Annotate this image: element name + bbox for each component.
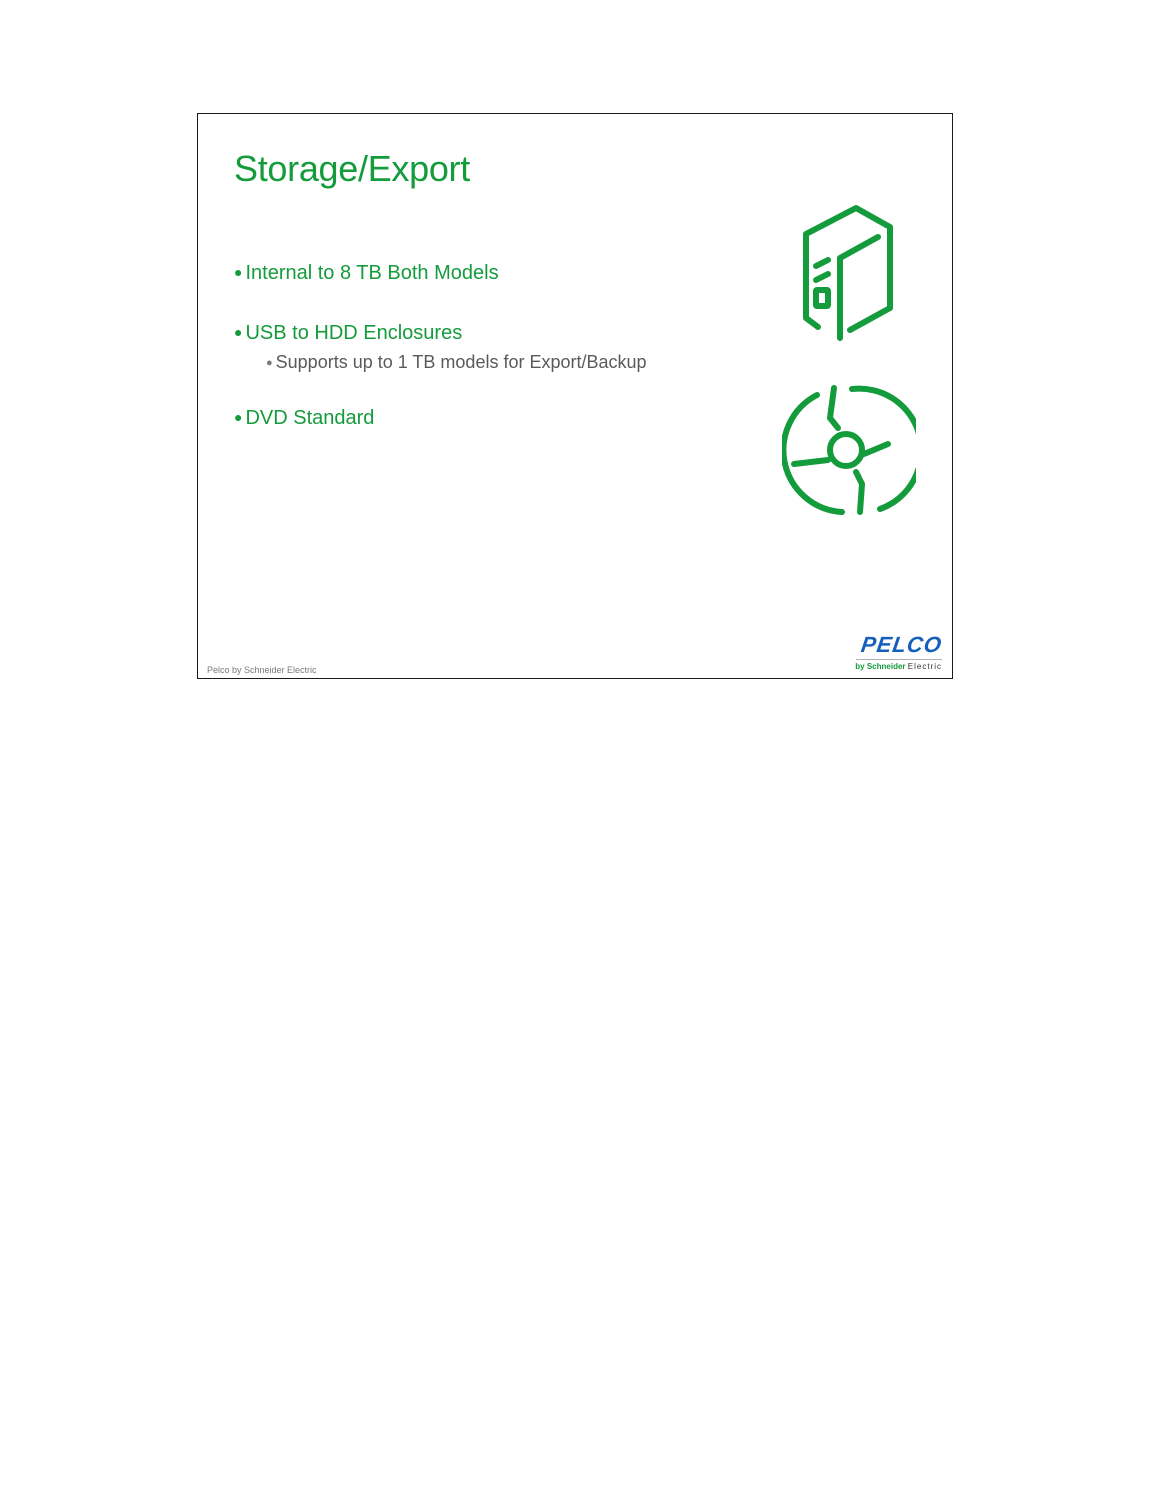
footer-text: Pelco by Schneider Electric — [207, 665, 317, 675]
logo-company-suffix: Electric — [907, 662, 942, 671]
bullet-internal-storage — [234, 262, 499, 285]
logo-brand: PELCO — [859, 632, 944, 657]
logo-company: Schneider — [866, 662, 906, 671]
logo-by: by — [855, 662, 865, 671]
sub-bullet-usb-support — [266, 352, 647, 373]
logo-tagline — [852, 662, 942, 671]
sub-bullet-text: Supports up to 1 TB models for Export/Backup — [275, 352, 647, 372]
server-tower-icon — [798, 200, 902, 346]
logo-divider — [856, 659, 942, 660]
bullet-usb-hdd — [234, 322, 462, 345]
slide — [197, 113, 953, 679]
bullet-dot: ● — [234, 324, 243, 340]
disc-icon — [782, 384, 916, 518]
slide-title: Storage/Export — [234, 148, 470, 189]
bullet-dot: ● — [234, 409, 243, 425]
bullet-dvd — [234, 407, 374, 430]
pelco-logo — [852, 634, 942, 671]
sub-bullet-dot: ● — [266, 357, 273, 369]
bullet-text: USB to HDD Enclosures — [245, 322, 463, 344]
bullet-dot: ● — [234, 264, 243, 280]
bullet-text: DVD Standard — [245, 407, 375, 429]
bullet-text: Internal to 8 TB Both Models — [245, 262, 499, 284]
